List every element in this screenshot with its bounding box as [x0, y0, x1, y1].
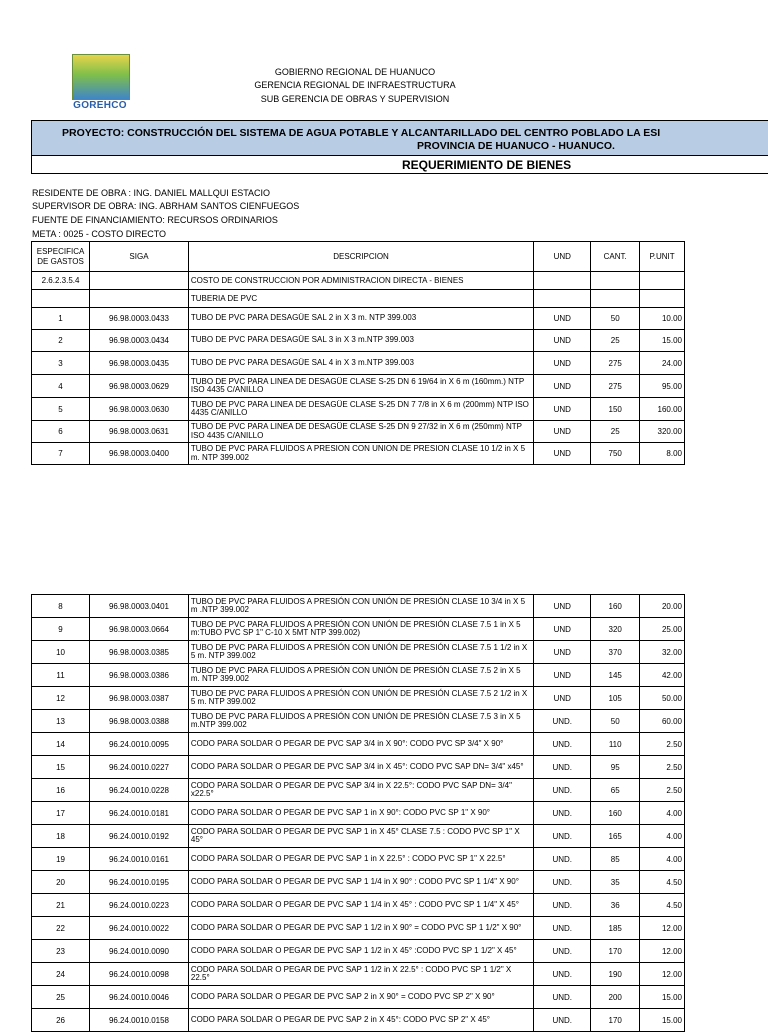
- descripcion-cell: CODO PARA SOLDAR O PEGAR DE PVC SAP 3/4 in X 22.5°: CODO PVC SAP DN= 3/4" x22.5°: [188, 779, 533, 802]
- cant-cell: 145: [591, 664, 640, 687]
- punit-cell: 95.00: [640, 375, 685, 398]
- und-cell: UND.: [534, 894, 591, 917]
- cant-cell: 160: [591, 802, 640, 825]
- item-number-cell: 10: [32, 641, 90, 664]
- punit-cell: 320.00: [640, 421, 685, 443]
- table-row: [32, 986, 685, 1009]
- punit-cell: 2.50: [640, 733, 685, 756]
- item-number-cell: 9: [32, 618, 90, 641]
- especifica-cell: 2.6.2.3.5.4: [32, 272, 90, 290]
- siga-cell: 96.24.0010.0195: [90, 871, 189, 894]
- cant-cell: 165: [591, 825, 640, 848]
- col-siga: SIGA: [90, 242, 189, 272]
- project-title-line-1: PROYECTO: CONSTRUCCIÓN DEL SISTEMA DE AGUA POTABLE Y ALCANTARILLADO DEL CENTRO POBLADO LA ESI: [62, 127, 661, 139]
- cant-cell: [591, 290, 640, 308]
- siga-cell: 96.98.0003.0400: [90, 443, 189, 465]
- descripcion-cell: COSTO DE CONSTRUCCION POR ADMINISTRACION DIRECTA - BIENES: [188, 272, 533, 290]
- cant-cell: 50: [591, 308, 640, 330]
- und-cell: UND.: [534, 963, 591, 986]
- table-row: [32, 330, 685, 352]
- item-number-cell: 21: [32, 894, 90, 917]
- punit-cell: 60.00: [640, 710, 685, 733]
- cant-cell: 95: [591, 756, 640, 779]
- und-cell: UND.: [534, 848, 591, 871]
- und-cell: UND: [534, 618, 591, 641]
- siga-cell: 96.98.0003.0387: [90, 687, 189, 710]
- und-cell: UND: [534, 308, 591, 330]
- cant-cell: 170: [591, 940, 640, 963]
- descripcion-cell: TUBO DE PVC PARA FLUIDOS A PRESIÓN CON UNIÓN DE PRESIÓN CLASE 10 3/4 in X 5 m .NTP 399.002: [188, 595, 533, 618]
- residente-line: RESIDENTE DE OBRA : ING. DANIEL MALLQUI ESTACIO: [32, 188, 271, 198]
- descripcion-cell: CODO PARA SOLDAR O PEGAR DE PVC SAP 1 in X 90°: CODO PVC SP 1" X 90°: [188, 802, 533, 825]
- und-cell: UND: [534, 664, 591, 687]
- item-number-cell: 25: [32, 986, 90, 1009]
- siga-cell: 96.98.0003.0435: [90, 352, 189, 375]
- items-table-1: [31, 241, 685, 465]
- und-cell: UND: [534, 687, 591, 710]
- und-cell: UND.: [534, 1009, 591, 1032]
- punit-cell: [640, 290, 685, 308]
- col-cant: CANT.: [591, 242, 640, 272]
- descripcion-cell: TUBO DE PVC PARA FLUIDOS A PRESIÓN CON UNIÓN DE PRESIÓN CLASE 7.5 2 1/2 in X 5 m. NTP 399.002: [188, 687, 533, 710]
- punit-cell: 4.50: [640, 871, 685, 894]
- siga-cell: 96.98.0003.0434: [90, 330, 189, 352]
- table-row: [32, 848, 685, 871]
- siga-cell: 96.24.0010.0095: [90, 733, 189, 756]
- table-row: [32, 618, 685, 641]
- siga-cell: 96.24.0010.0046: [90, 986, 189, 1009]
- siga-cell: 96.98.0003.0629: [90, 375, 189, 398]
- cant-cell: 750: [591, 443, 640, 465]
- cant-cell: 275: [591, 375, 640, 398]
- table-row: [32, 733, 685, 756]
- item-number-cell: 4: [32, 375, 90, 398]
- table-row: [32, 940, 685, 963]
- items-table-2: [31, 594, 685, 1032]
- descripcion-cell: TUBO DE PVC PARA FLUIDOS A PRESIÓN CON UNIÓN DE PRESIÓN CLASE 7.5 3 in X 5 m.NTP 399.002: [188, 710, 533, 733]
- cant-cell: 85: [591, 848, 640, 871]
- und-cell: UND.: [534, 940, 591, 963]
- table-row: [32, 687, 685, 710]
- table-row: [32, 917, 685, 940]
- cant-cell: 36: [591, 894, 640, 917]
- siga-cell: 96.24.0010.0022: [90, 917, 189, 940]
- und-cell: UND.: [534, 756, 591, 779]
- cant-cell: 320: [591, 618, 640, 641]
- und-cell: UND.: [534, 710, 591, 733]
- table-row: [32, 595, 685, 618]
- descripcion-cell: TUBO DE PVC PARA FLUIDOS A PRESIÓN CON UNIÓN DE PRESIÓN CLASE 7.5 1 1/2 in X 5 m. NTP 399.002: [188, 641, 533, 664]
- item-number-cell: 17: [32, 802, 90, 825]
- logo-text: GOREHCO: [73, 100, 127, 111]
- descripcion-cell: TUBO DE PVC PARA LINEA DE DESAGÜE CLASE S-25 DN 9 27/32 in X 6 m (250mm) NTP ISO 4435 C/ANILLO: [188, 421, 533, 443]
- col-especifica: ESPECIFICA DE GASTOS: [32, 242, 90, 272]
- header-line-2: GERENCIA REGIONAL DE INFRAESTRUCTURA: [254, 80, 456, 90]
- punit-cell: 32.00: [640, 641, 685, 664]
- descripcion-cell: CODO PARA SOLDAR O PEGAR DE PVC SAP 2 in X 90° = CODO PVC SP 2" X 90°: [188, 986, 533, 1009]
- siga-cell: 96.24.0010.0161: [90, 848, 189, 871]
- und-cell: UND: [534, 398, 591, 421]
- item-number-cell: 19: [32, 848, 90, 871]
- table-row: [32, 421, 685, 443]
- cant-cell: 25: [591, 421, 640, 443]
- descripcion-cell: TUBO DE PVC PARA DESAGÜE SAL 2 in X 3 m. NTP 399.003: [188, 308, 533, 330]
- punit-cell: 20.00: [640, 595, 685, 618]
- siga-cell: 96.98.0003.0664: [90, 618, 189, 641]
- und-cell: UND.: [534, 802, 591, 825]
- punit-cell: 15.00: [640, 986, 685, 1009]
- item-number-cell: 2: [32, 330, 90, 352]
- header-line-3: SUB GERENCIA DE OBRAS Y SUPERVISION: [260, 94, 450, 104]
- item-number-cell: 24: [32, 963, 90, 986]
- meta-line: META : 0025 - COSTO DIRECTO: [32, 229, 167, 239]
- punit-cell: 15.00: [640, 330, 685, 352]
- table-row: [32, 779, 685, 802]
- siga-cell: 96.98.0003.0401: [90, 595, 189, 618]
- item-number-cell: 26: [32, 1009, 90, 1032]
- descripcion-cell: CODO PARA SOLDAR O PEGAR DE PVC SAP 1 1/4 in X 45° : CODO PVC SP 1 1/4" X 45°: [188, 894, 533, 917]
- und-cell: UND.: [534, 825, 591, 848]
- cant-cell: 65: [591, 779, 640, 802]
- cant-cell: [591, 272, 640, 290]
- item-number-cell: 12: [32, 687, 90, 710]
- siga-cell: 96.24.0010.0181: [90, 802, 189, 825]
- table-row: [32, 664, 685, 687]
- item-number-cell: 13: [32, 710, 90, 733]
- punit-cell: 160.00: [640, 398, 685, 421]
- fuente-line: FUENTE DE FINANCIAMIENTO: RECURSOS ORDINARIOS: [32, 215, 278, 225]
- item-number-cell: 16: [32, 779, 90, 802]
- descripcion-cell: CODO PARA SOLDAR O PEGAR DE PVC SAP 1 in X 22.5° : CODO PVC SP 1" X 22.5°: [188, 848, 533, 871]
- und-cell: UND: [534, 421, 591, 443]
- und-cell: UND: [534, 641, 591, 664]
- table-row: [32, 963, 685, 986]
- punit-cell: 12.00: [640, 940, 685, 963]
- table-row: [32, 802, 685, 825]
- und-cell: UND: [534, 330, 591, 352]
- table-header-row: [32, 242, 685, 272]
- punit-cell: 12.00: [640, 963, 685, 986]
- table-row: [32, 710, 685, 733]
- table-row: [32, 375, 685, 398]
- descripcion-cell: CODO PARA SOLDAR O PEGAR DE PVC SAP 1 1/2 in X 90° = CODO PVC SP 1 1/2" X 90°: [188, 917, 533, 940]
- cant-cell: 200: [591, 986, 640, 1009]
- punit-cell: 10.00: [640, 308, 685, 330]
- descripcion-cell: TUBO DE PVC PARA LINEA DE DESAGÜE CLASE S-25 DN 6 19/64 in X 6 m (160mm.) NTP ISO 4435 C/ANILLO: [188, 375, 533, 398]
- gorehco-logo: [68, 54, 132, 112]
- table-row: [32, 398, 685, 421]
- table-row: [32, 443, 685, 465]
- cant-cell: 25: [591, 330, 640, 352]
- siga-cell: 96.24.0010.0228: [90, 779, 189, 802]
- punit-cell: 4.00: [640, 848, 685, 871]
- table-row: [32, 894, 685, 917]
- item-number-cell: 11: [32, 664, 90, 687]
- siga-cell: [90, 290, 189, 308]
- punit-cell: 4.50: [640, 894, 685, 917]
- descripcion-cell: TUBO DE PVC PARA DESAGÜE SAL 3 in X 3 m.NTP 399.003: [188, 330, 533, 352]
- table-row: [32, 871, 685, 894]
- descripcion-cell: TUBO DE PVC PARA DESAGÜE SAL 4 in X 3 m.NTP 399.003: [188, 352, 533, 375]
- table-row: [32, 825, 685, 848]
- und-cell: UND.: [534, 733, 591, 756]
- descripcion-cell: TUBO DE PVC PARA FLUIDOS A PRESION CON UNION DE PRESION CLASE 10 1/2 in X 5 m. NTP 399.002: [188, 443, 533, 465]
- punit-cell: 24.00: [640, 352, 685, 375]
- und-cell: UND: [534, 443, 591, 465]
- section-row: [32, 272, 685, 290]
- siga-cell: 96.98.0003.0386: [90, 664, 189, 687]
- project-banner: [31, 120, 768, 156]
- und-cell: UND: [534, 375, 591, 398]
- punit-cell: 42.00: [640, 664, 685, 687]
- item-number-cell: 15: [32, 756, 90, 779]
- logo-emblem: [72, 54, 130, 100]
- und-cell: UND.: [534, 779, 591, 802]
- siga-cell: 96.98.0003.0433: [90, 308, 189, 330]
- item-number-cell: 23: [32, 940, 90, 963]
- und-cell: UND.: [534, 917, 591, 940]
- descripcion-cell: TUBO DE PVC PARA LINEA DE DESAGÜE CLASE S-25 DN 7 7/8 in X 6 m (200mm) NTP ISO 4435 C/ANILLO: [188, 398, 533, 421]
- und-cell: UND: [534, 595, 591, 618]
- item-number-cell: 14: [32, 733, 90, 756]
- table-row: [32, 308, 685, 330]
- siga-cell: 96.24.0010.0223: [90, 894, 189, 917]
- punit-cell: 15.00: [640, 1009, 685, 1032]
- cant-cell: 170: [591, 1009, 640, 1032]
- descripcion-cell: CODO PARA SOLDAR O PEGAR DE PVC SAP 3/4 in X 45°: CODO PVC SAP DN= 3/4" x45°: [188, 756, 533, 779]
- descripcion-cell: CODO PARA SOLDAR O PEGAR DE PVC SAP 1 1/2 in X 22.5° : CODO PVC SP 1 1/2" X 22.5°: [188, 963, 533, 986]
- cant-cell: 185: [591, 917, 640, 940]
- und-cell: [534, 290, 591, 308]
- punit-cell: 4.00: [640, 802, 685, 825]
- siga-cell: 96.98.0003.0388: [90, 710, 189, 733]
- siga-cell: 96.24.0010.0098: [90, 963, 189, 986]
- cant-cell: 190: [591, 963, 640, 986]
- descripcion-cell: CODO PARA SOLDAR O PEGAR DE PVC SAP 1 in X 45° CLASE 7.5 : CODO PVC SP 1" X 45°: [188, 825, 533, 848]
- descripcion-cell: TUBERIA DE PVC: [188, 290, 533, 308]
- table-row: [32, 352, 685, 375]
- item-number-cell: 20: [32, 871, 90, 894]
- siga-cell: [90, 272, 189, 290]
- cant-cell: 370: [591, 641, 640, 664]
- project-title-line-2: PROVINCIA DE HUANUCO - HUANUCO.: [417, 140, 615, 152]
- und-cell: UND: [534, 352, 591, 375]
- siga-cell: 96.98.0003.0631: [90, 421, 189, 443]
- punit-cell: 2.50: [640, 779, 685, 802]
- punit-cell: [640, 272, 685, 290]
- col-punit: P.UNIT: [640, 242, 685, 272]
- cant-cell: 160: [591, 595, 640, 618]
- table-row: [32, 756, 685, 779]
- item-number-cell: 8: [32, 595, 90, 618]
- item-number-cell: 18: [32, 825, 90, 848]
- cant-cell: 50: [591, 710, 640, 733]
- document-title-bar: [31, 156, 768, 174]
- document-title: REQUERIMIENTO DE BIENES: [402, 158, 572, 172]
- punit-cell: 8.00: [640, 443, 685, 465]
- table-row: [32, 1009, 685, 1032]
- siga-cell: 96.98.0003.0630: [90, 398, 189, 421]
- punit-cell: 4.00: [640, 825, 685, 848]
- und-cell: [534, 272, 591, 290]
- cant-cell: 35: [591, 871, 640, 894]
- supervisor-line: SUPERVISOR DE OBRA: ING. ABRHAM SANTOS CIENFUEGOS: [32, 201, 300, 211]
- siga-cell: 96.24.0010.0158: [90, 1009, 189, 1032]
- col-descripcion: DESCRIPCION: [188, 242, 533, 272]
- und-cell: UND.: [534, 986, 591, 1009]
- item-number-cell: 6: [32, 421, 90, 443]
- cant-cell: 105: [591, 687, 640, 710]
- descripcion-cell: TUBO DE PVC PARA FLUIDOS A PRESIÓN CON UNIÓN DE PRESIÓN CLASE 7.5 2 in X 5 m. NTP 399.002: [188, 664, 533, 687]
- col-und: UND: [534, 242, 591, 272]
- descripcion-cell: CODO PARA SOLDAR O PEGAR DE PVC SAP 1 1/2 in X 45° :CODO PVC SP 1 1/2" X 45°: [188, 940, 533, 963]
- table-row: [32, 641, 685, 664]
- siga-cell: 96.98.0003.0385: [90, 641, 189, 664]
- siga-cell: 96.24.0010.0227: [90, 756, 189, 779]
- und-cell: UND.: [534, 871, 591, 894]
- especifica-cell: [32, 290, 90, 308]
- descripcion-cell: TUBO DE PVC PARA FLUIDOS A PRESIÓN CON UNIÓN DE PRESIÓN CLASE 7.5 1 in X 5 m:TUBO PVC SP 1" C-10 X 5MT NTP 399.002): [188, 618, 533, 641]
- cant-cell: 275: [591, 352, 640, 375]
- section-row: [32, 290, 685, 308]
- punit-cell: 25.00: [640, 618, 685, 641]
- item-number-cell: 22: [32, 917, 90, 940]
- item-number-cell: 7: [32, 443, 90, 465]
- item-number-cell: 5: [32, 398, 90, 421]
- siga-cell: 96.24.0010.0090: [90, 940, 189, 963]
- descripcion-cell: CODO PARA SOLDAR O PEGAR DE PVC SAP 1 1/4 in X 90° : CODO PVC SP 1 1/4" X 90°: [188, 871, 533, 894]
- punit-cell: 12.00: [640, 917, 685, 940]
- header-line-1: GOBIERNO REGIONAL DE HUANUCO: [274, 67, 436, 77]
- item-number-cell: 1: [32, 308, 90, 330]
- descripcion-cell: CODO PARA SOLDAR O PEGAR DE PVC SAP 2 in X 45°: CODO PVC SP 2" X 45°: [188, 1009, 533, 1032]
- cant-cell: 110: [591, 733, 640, 756]
- cant-cell: 150: [591, 398, 640, 421]
- punit-cell: 50.00: [640, 687, 685, 710]
- descripcion-cell: CODO PARA SOLDAR O PEGAR DE PVC SAP 3/4 in X 90°: CODO PVC SP 3/4" X 90°: [188, 733, 533, 756]
- siga-cell: 96.24.0010.0192: [90, 825, 189, 848]
- item-number-cell: 3: [32, 352, 90, 375]
- punit-cell: 2.50: [640, 756, 685, 779]
